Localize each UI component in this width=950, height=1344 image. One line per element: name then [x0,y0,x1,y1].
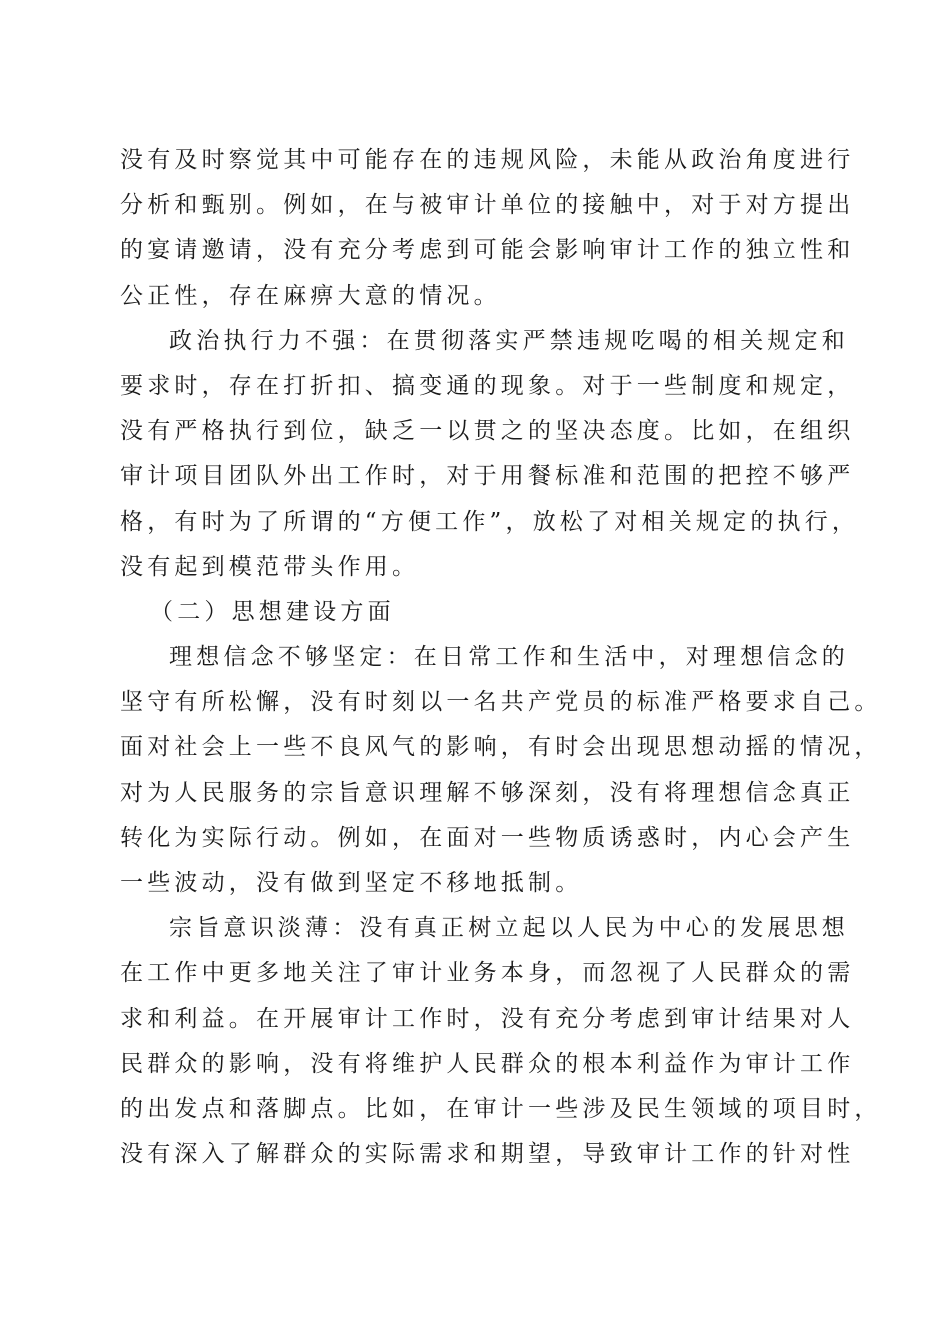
text-line: 求和利益。在开展审计工作时，没有充分考虑到审计结果对人 [120,1005,855,1032]
text-line: 民群众的影响，没有将维护人民群众的根本利益作为审计工作 [120,1050,855,1077]
text-line: 没有严格执行到位，缺乏一以贯之的坚决态度。比如，在组织 [120,418,855,445]
paragraph-start-line: 政治执行力不强：在贯彻落实严禁违规吃喝的相关规定和 [169,327,849,354]
text-line: 面对社会上一些不良风气的影响，有时会出现思想动摇的情况， [120,734,882,761]
text-line: 公正性，存在麻痹大意的情况。 [120,282,501,309]
text-line: 对为人民服务的宗旨意识理解不够深刻，没有将理想信念真正 [120,779,855,806]
text-line: 的出发点和落脚点。比如，在审计一些涉及民生领域的项目时， [120,1095,882,1122]
section-heading: （二）思想建设方面 [150,598,395,625]
document-body [120,138,882,1177]
text-line: 没有深入了解群众的实际需求和期望，导致审计工作的针对性 [120,1141,855,1168]
paragraph-start-line: 理想信念不够坚定：在日常工作和生活中，对理想信念的 [169,644,849,671]
text-line: 一些波动，没有做到坚定不移地抵制。 [120,870,583,896]
text-line: 格，有时为了所谓的“方便工作”，放松了对相关规定的执行， [120,508,860,535]
text-line: 审计项目团队外出工作时，对于用餐标准和范围的把控不够严 [120,463,855,490]
text-line: 没有及时察觉其中可能存在的违规风险，未能从政治角度进行 [120,147,855,173]
text-line: 的宴请邀请，没有充分考虑到可能会影响审计工作的独立性和 [120,237,855,264]
text-line: 要求时，存在打折扣、搞变通的现象。对于一些制度和规定， [120,372,855,399]
text-line: 在工作中更多地关注了审计业务本身，而忽视了人民群众的需 [120,960,855,987]
text-line: 转化为实际行动。例如，在面对一些物质诱惑时，内心会产生 [120,824,855,851]
text-line: 没有起到模范带头作用。 [120,553,420,580]
text-line: 坚守有所松懈，没有时刻以一名共产党员的标准严格要求自己。 [120,689,882,716]
paragraph-start-line: 宗旨意识淡薄：没有真正树立起以人民为中心的发展思想 [169,915,849,942]
text-line: 分析和甄别。例如，在与被审计单位的接触中，对于对方提出 [120,192,855,219]
